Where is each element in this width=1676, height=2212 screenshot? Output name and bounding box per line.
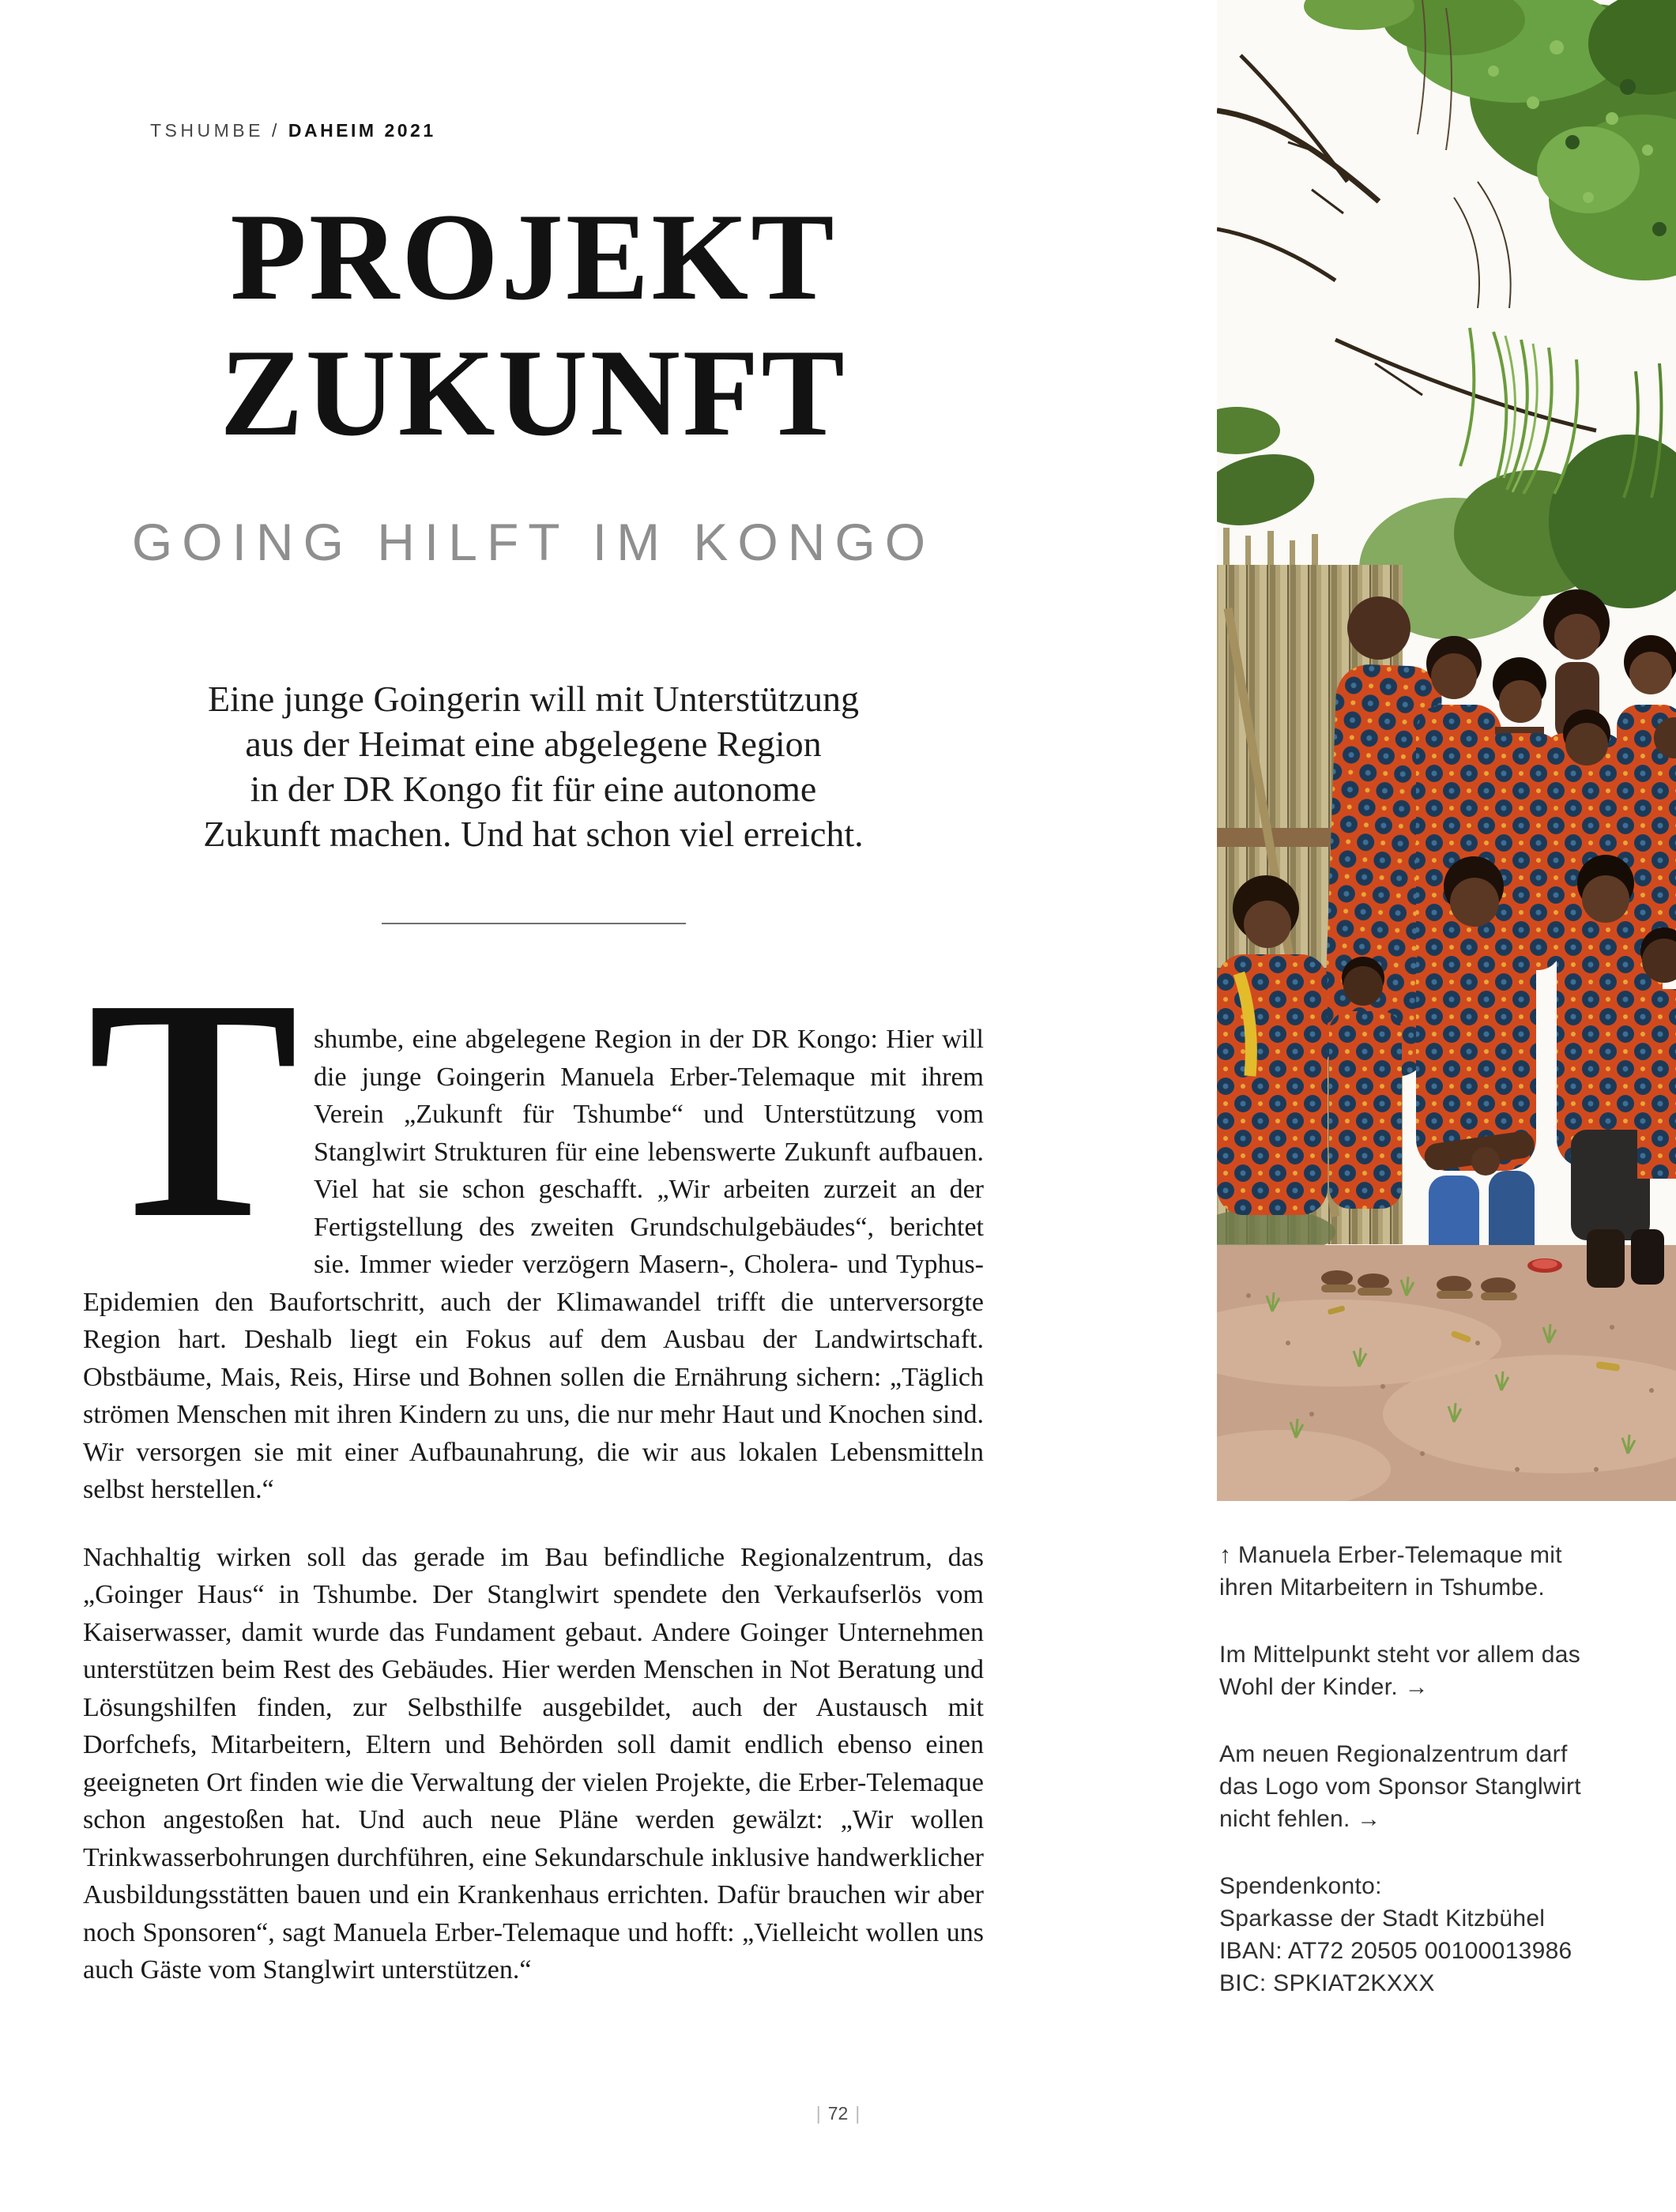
- article-body: [83, 934, 984, 1989]
- page-number: 72: [827, 2103, 849, 2124]
- page-subtitle: GOING HILFT IM KONGO: [131, 513, 936, 571]
- photo-illustration: [1217, 0, 1676, 1501]
- lead-line: aus der Heimat eine abgelegene Region: [245, 724, 822, 764]
- caption-regional-center: Am neuen Regionalzentrum darf das Logo vom Sponsor Stanglwirt nicht fehlen. →: [1219, 1741, 1581, 1832]
- lead-line: Eine junge Goingerin will mit Unterstützung: [207, 679, 860, 719]
- paragraph-2-text: Nachhaltig wirken soll das gerade im Bau befindliche Regionalzentrum, das „Goinger Haus“ in Tshumbe. Der Stanglwirt spendete den Verkaufserlös vom Kaiserwasser, damit wurde das Fundament gebaut. Andere Goinger Unternehmen unterstützen beim Rest des Gebäudes. Hier werden Menschen in Not Beratung und Lösungshilfen finden, zur Selbsthilfe ausgebildet, auch der Austausch mit Dorfchefs, Mitarbeitern, Eltern und Behörden soll damit endlich ebenso einen geeigneten Ort finden wie die Verwaltung der vielen Projekte, die Erber-Telemaque schon angestoßen hat. Und auch neue Pläne werden gewälzt: „Wir wollen Trinkwasserbohrungen durchführen, eine Sekundarschule inklusive handwerklicher Ausbildungsstätten bauen und ein Krankenhaus errichten. Dafür brauchen wir aber noch Sponsoren“, sagt Manuela Erber-Telemaque und hofft: „Vielleicht wollen uns auch Gäste vom Stanglwirt unterstützen.“: [83, 1542, 984, 1984]
- dropcap-letter: T: [88, 934, 299, 1284]
- kicker-location: TSHUMBE: [150, 120, 264, 141]
- dropcap: [83, 934, 314, 1284]
- footer-bar-left: |: [815, 2103, 821, 2124]
- kicker-issue: DAHEIM 2021: [288, 120, 436, 141]
- caption-group-photo: ↑ Manuela Erber-Telemaque mit ihren Mitarbeitern in Tshumbe.: [1219, 1542, 1562, 1601]
- caption-children: Im Mittelpunkt steht vor allem das Wohl der Kinder. →: [1219, 1642, 1581, 1700]
- lead-line: Zukunft machen. Und hat schon viel erreicht.: [203, 814, 864, 854]
- donation-label: Spendenkonto:: [1219, 1873, 1382, 1899]
- divider-rule: [382, 923, 686, 924]
- lead-paragraph: [83, 676, 984, 856]
- divider-wrap: [83, 923, 984, 924]
- donation-iban: IBAN: AT72 20505 00100013986: [1219, 1938, 1572, 1964]
- article-paragraph-2: [83, 1539, 984, 1989]
- page-footer: [0, 2103, 1676, 2124]
- photo-captions: [1219, 1539, 1599, 2034]
- donation-info: [1219, 1870, 1599, 1999]
- title-line-2: ZUKUNFT: [220, 324, 847, 462]
- donation-bic: BIC: SPKIAT2KXXX: [1219, 1970, 1435, 1996]
- lead-line: in der DR Kongo fit für eine autonome: [250, 769, 817, 809]
- photo-tshumbe-group: [1217, 0, 1676, 1501]
- donation-bank: Sparkasse der Stadt Kitzbühel: [1219, 1905, 1546, 1932]
- kicker: [150, 120, 436, 141]
- photo-person: [1637, 927, 1676, 1179]
- title-line-1: PROJEKT: [230, 188, 837, 326]
- kicker-separator: /: [271, 120, 281, 141]
- article-paragraph-1: [83, 934, 984, 1509]
- footer-bar-right: |: [855, 2103, 861, 2124]
- paragraph-1-text: shumbe, eine abgelegene Region in der DR Kongo: Hier will die junge Goingerin Manuela Erber-Telemaque mit ihrem Verein „Zukunft für Tshumbe“ und Unterstützung vom Stanglwirt Strukturen für eine lebenswerte Zukunft aufbauen. Viel hat sie schon geschafft. „Wir arbeiten zurzeit an der Fertigstellung des zweiten Grundschulgebäudes“, berichtet sie. Immer wieder verzögern Masern-, Cholera- und Typhus-Epidemien den Baufortschritt, auch der Klimawandel trifft die unterversorgte Region hart. Deshalb liegt ein Fokus auf dem Ausbau der Landwirtschaft. Obstbäume, Mais, Reis, Hirse und Bohnen sollen die Ernährung sichern: „Täglich strömen Menschen mit ihren Kindern zu uns, die nur mehr Haut und Knochen sind. Wir versorgen sie mit einer Aufbaunahrung, die wir aus lokalen Lebensmitteln selbst herstellen.“: [83, 1025, 984, 1504]
- page-title: [83, 190, 984, 461]
